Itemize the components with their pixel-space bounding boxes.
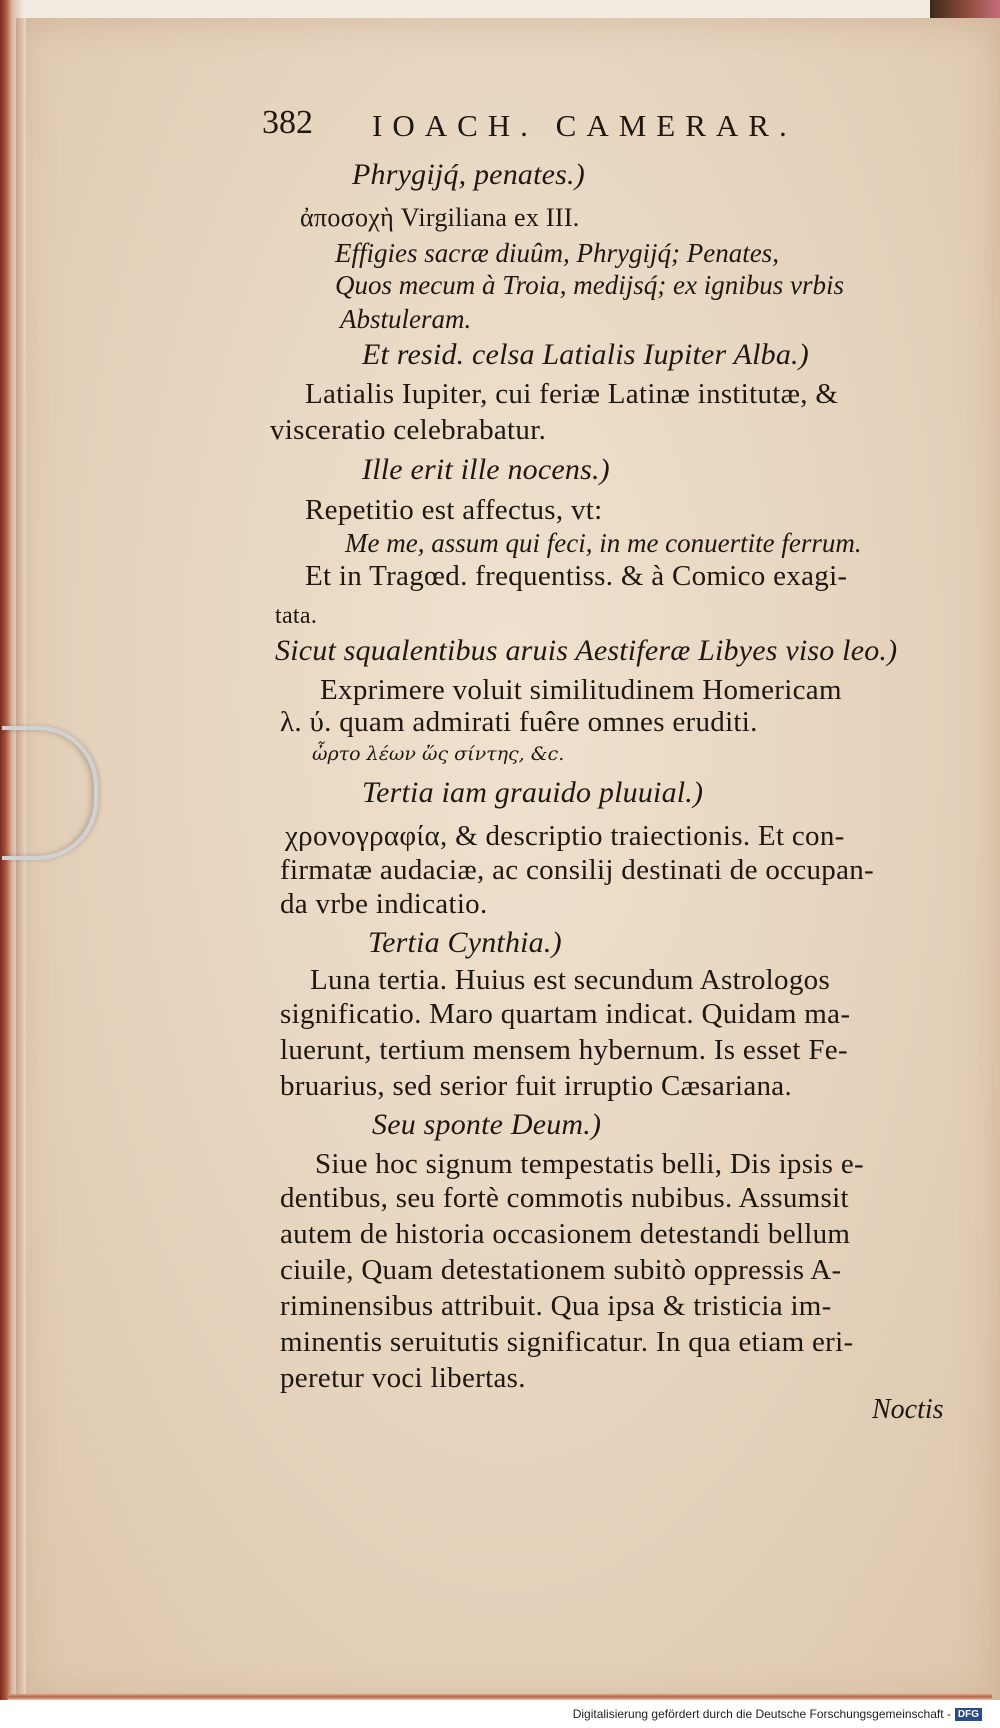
text-line: peretur voci libertas. xyxy=(280,1362,526,1394)
text-line: dentibus, seu fortè commotis nubibus. Assumsit xyxy=(280,1182,849,1214)
text-line: Abstuleram. xyxy=(340,304,472,334)
text-line: Me me, assum qui feci, in me conuertite ferrum. xyxy=(345,528,862,558)
text-line: minentis seruitutis significatur. In qua etiam eri- xyxy=(280,1326,854,1358)
credit-text: Digitalisierung gefördert durch die Deutsche Forschungsgemeinschaft - xyxy=(572,1707,951,1721)
text-line: significatio. Maro quartam indicat. Quidam ma- xyxy=(280,998,851,1030)
catchword: Noctis xyxy=(872,1394,944,1425)
text-line: luerunt, tertium mensem hybernum. Is esset Fe- xyxy=(280,1034,848,1066)
text-line: ἀποσοχὴ Virgiliana ex III. xyxy=(300,203,580,232)
text-line: bruarius, sed serior fuit irruptio Cæsariana. xyxy=(280,1070,793,1102)
text-line: firmatæ audaciæ, ac consilij destinati de occupan- xyxy=(280,854,874,886)
page-number: 382 xyxy=(262,104,313,141)
running-head: IOACH. CAMERAR. xyxy=(372,108,797,143)
text-line: Latialis Iupiter, cui feriæ Latinæ institutæ, & xyxy=(305,378,839,410)
text-line: Ille erit ille nocens.) xyxy=(362,453,610,486)
text-line: λ. ύ. quam admirati fuêre omnes eruditi. xyxy=(280,706,758,738)
text-line: ὦρτο λέων ὥς σίντης, &c. xyxy=(312,743,565,765)
text-line: χρονογραφία, & descriptio traiectionis. Et con- xyxy=(285,820,845,852)
text-line: da vrbe indicatio. xyxy=(280,888,488,920)
text-line: riminensibus attribuit. Qua ipsa & tristicia im- xyxy=(280,1290,832,1322)
text-line: Effigies sacræ diuûm, Phrygijq́; Penates, xyxy=(335,238,779,268)
text-line: Sicut squalentibus aruis Aestiferæ Libyes viso leo.) xyxy=(275,634,898,667)
text-line: Tertia iam grauido pluuial.) xyxy=(362,776,704,809)
text-line: Quos mecum à Troia, medijsq́; ex ignibus vrbis xyxy=(335,270,844,300)
text-line: Phrygijq́, penates.) xyxy=(352,158,585,191)
text-line: Seu sponte Deum.) xyxy=(372,1108,602,1141)
text-line: Et resid. celsa Latialis Iupiter Alba.) xyxy=(362,338,809,371)
text-line: Exprimere voluit similitudinem Homericam xyxy=(320,674,842,706)
text-line: tata. xyxy=(275,603,318,629)
text-line: Repetitio est affectus, vt: xyxy=(305,494,603,526)
digitization-credit xyxy=(573,1707,982,1721)
text-line: Luna tertia. Huius est secundum Astrologos xyxy=(310,964,831,996)
text-line: visceratio celebrabatur. xyxy=(270,414,547,446)
text-line: autem de historia occasionem detestandi bellum xyxy=(280,1218,851,1250)
text-line: Siue hoc signum tempestatis belli, Dis ipsis e- xyxy=(315,1148,864,1180)
text-line: Tertia Cynthia.) xyxy=(368,926,562,959)
text-line: Et in Tragœd. frequentiss. & à Comico exagi- xyxy=(305,560,848,592)
text-line: ciuile, Quam detestationem subitò oppressis A- xyxy=(280,1254,842,1286)
dfg-logo: DFG xyxy=(955,1708,982,1721)
